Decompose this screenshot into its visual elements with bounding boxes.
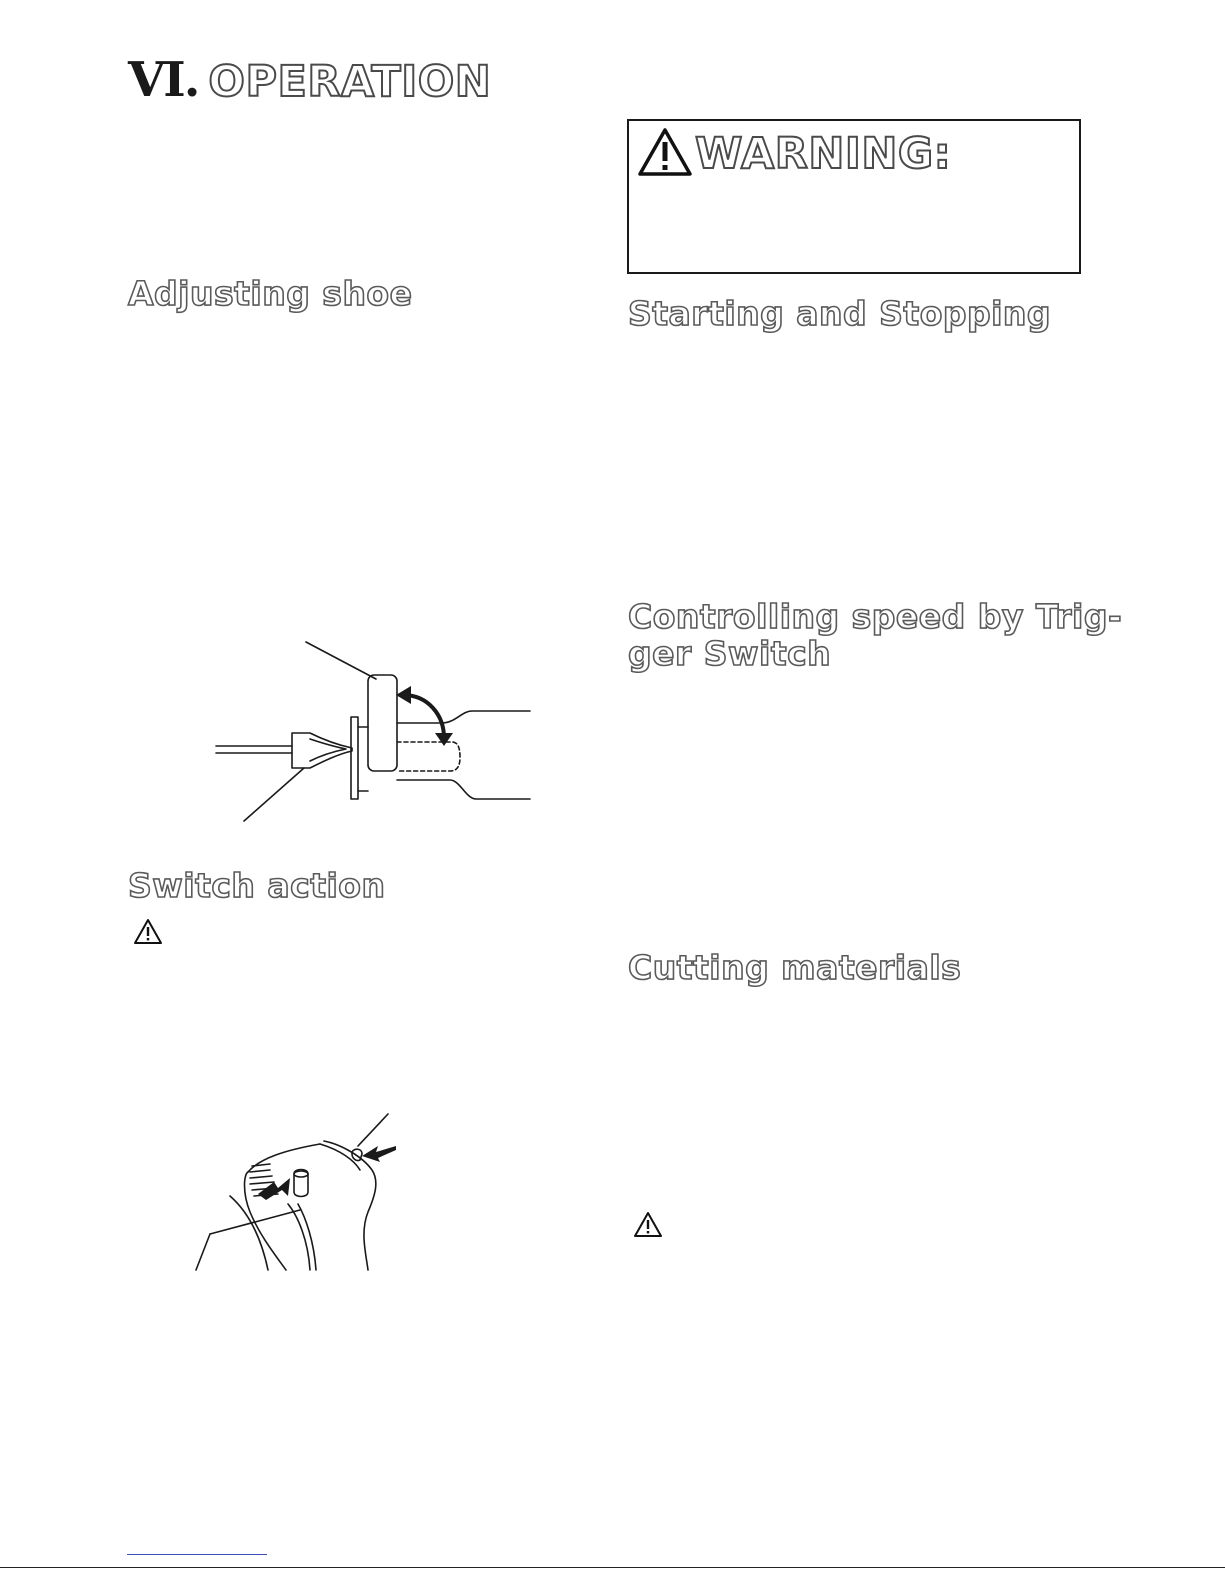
heading-adjusting-shoe: Adjusting shoe	[128, 274, 413, 313]
section-title: OPERATION	[208, 57, 492, 107]
footer-link-underline[interactable]	[127, 1554, 267, 1555]
heading-cutting-materials: Cutting materials	[628, 948, 962, 987]
heading-starting-stopping: Starting and Stopping	[628, 294, 1052, 333]
section-number: VI.	[128, 52, 199, 108]
heading-controlling-speed-line2: ger Switch	[628, 634, 832, 673]
warning-triangle-icon	[133, 918, 163, 945]
warning-triangle-icon	[633, 1211, 663, 1238]
warning-triangle-icon	[637, 127, 693, 177]
heading-controlling-speed-line1: Controlling speed by Trig-	[628, 597, 1123, 636]
heading-switch-action: Switch action	[128, 866, 386, 905]
shoe-adjustment-illustration	[210, 635, 540, 830]
warning-title: WARNING:	[695, 129, 952, 179]
switch-handle-illustration	[190, 1108, 410, 1273]
footer-rule	[0, 1567, 1225, 1568]
page-title	[128, 52, 491, 108]
warning-box	[627, 119, 1081, 274]
